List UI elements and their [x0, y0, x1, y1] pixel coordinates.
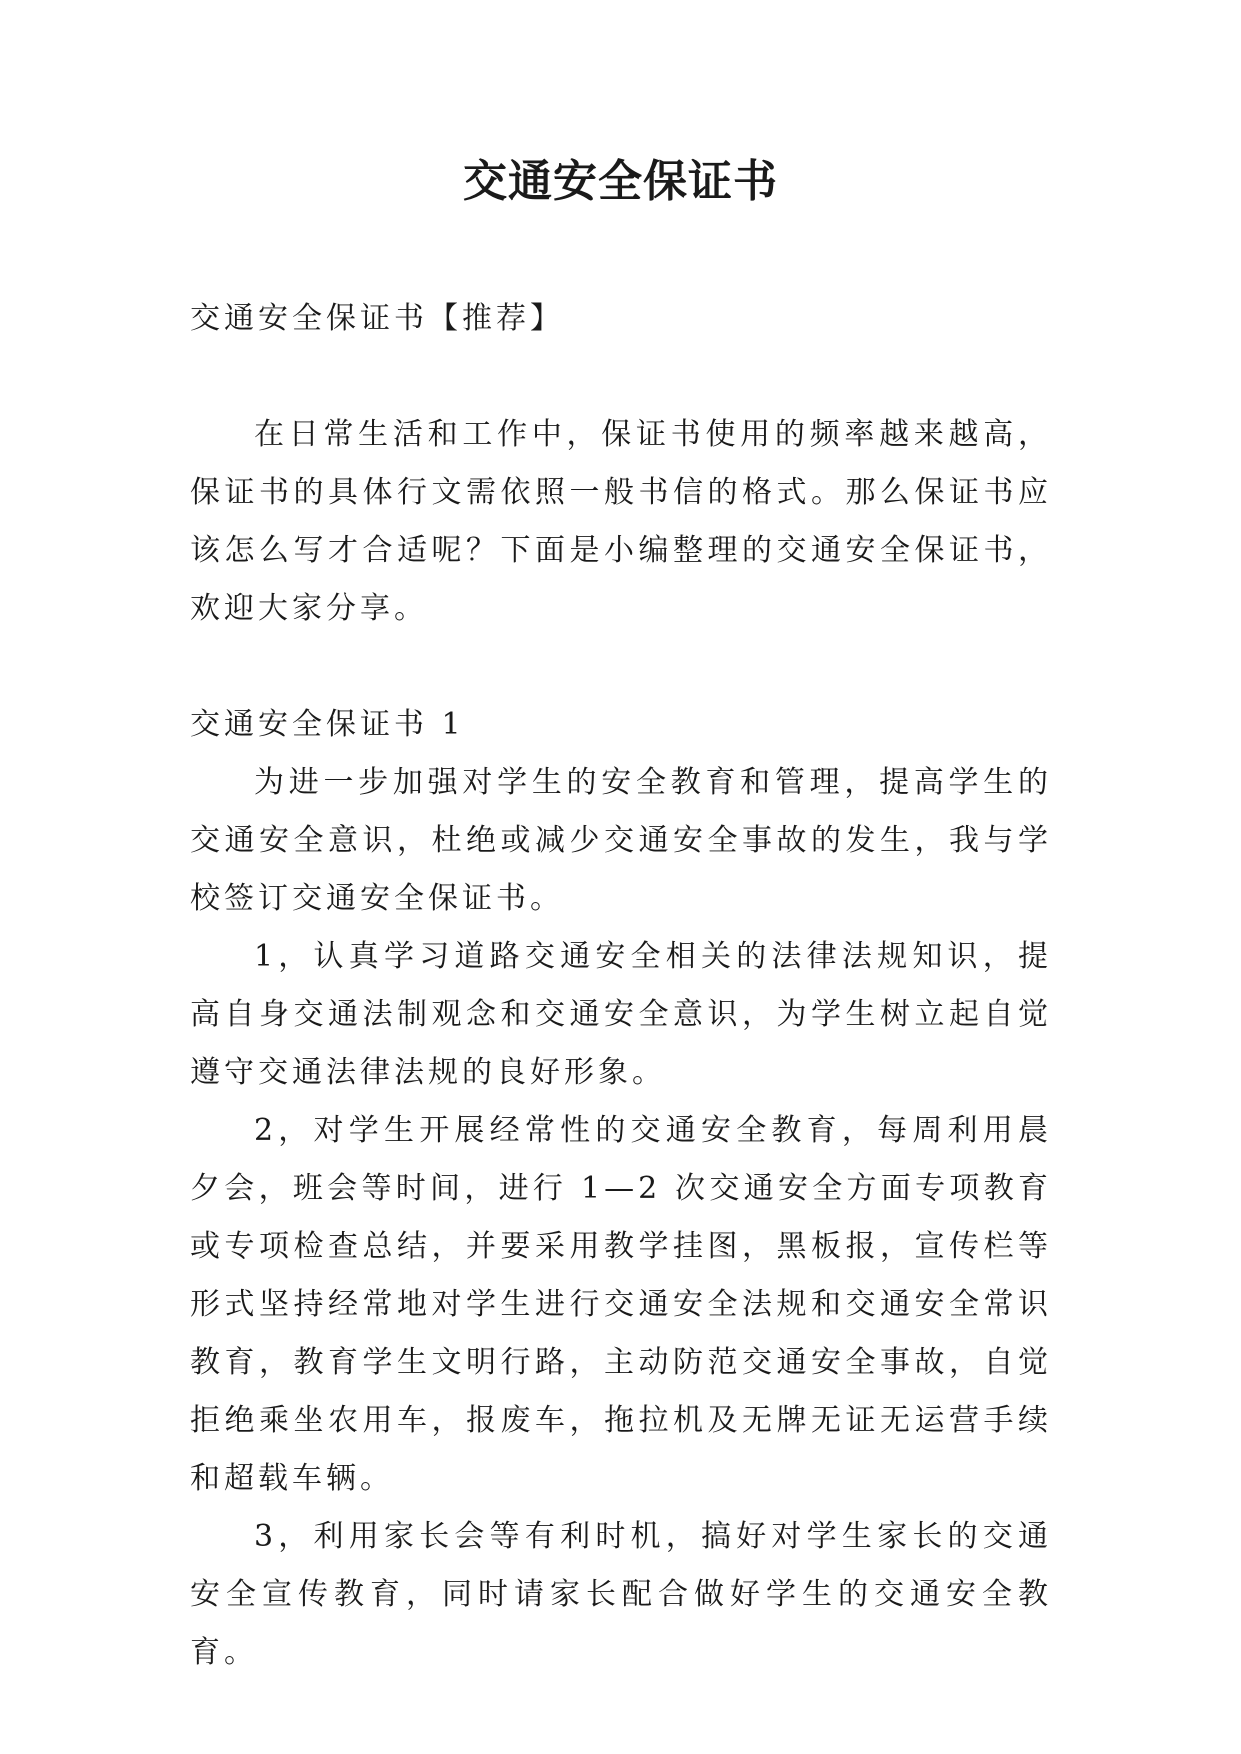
- intro-paragraph: 在日常生活和工作中，保证书使用的频率越来越高，保证书的具体行文需依照一般书信的格式。那么保证书应该怎么写才合适呢？下面是小编整理的交通安全保证书，欢迎大家分享。: [190, 417, 1052, 626]
- document-subtitle: 交通安全保证书【推荐】: [190, 301, 564, 336]
- body-paragraph: 为进一步加强对学生的安全教育和管理，提高学生的交通安全意识，杜绝或减少交通安全事故的发生，我与学校签订交通安全保证书。: [190, 765, 1052, 916]
- page-title: 交通安全保证书: [463, 156, 778, 207]
- section-heading: 交通安全保证书 1: [190, 707, 465, 742]
- body-paragraph: 1，认真学习道路交通安全相关的法律法规知识，提高自身交通法制观念和交通安全意识，为学生树立起自觉遵守交通法律法规的良好形象。: [190, 939, 1052, 1090]
- body-paragraph: 2，对学生开展经常性的交通安全教育，每周利用晨夕会，班会等时间，进行 1—2 次交通安全方面专项教育或专项检查总结，并要采用教学挂图，黑板报，宣传栏等形式坚持经常地对学生进行交通安全法规和交通安全常识教育，教育学生文明行路，主动防范交通安全事故，自觉拒绝乘坐农用车，报废车，拖拉机及无牌无证无运营手续和超载车辆。: [190, 1113, 1052, 1496]
- body-paragraph: 3，利用家长会等有利时机，搞好对学生家长的交通安全宣传教育，同时请家长配合做好学生的交通安全教育。: [190, 1519, 1052, 1670]
- document-body: [190, 290, 1052, 1682]
